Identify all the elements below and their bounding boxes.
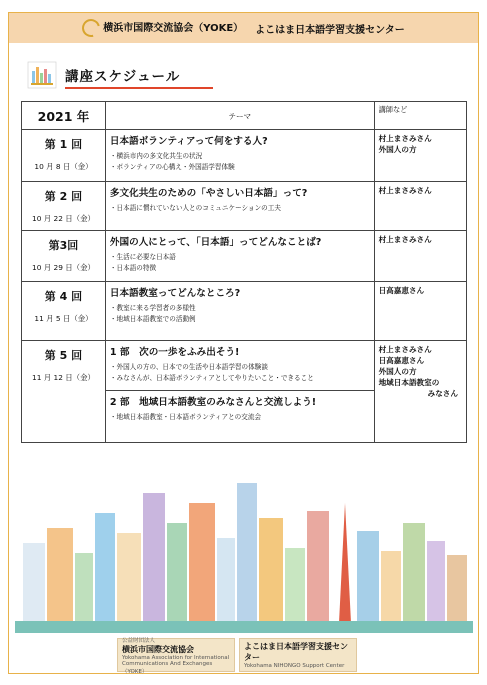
lecturer-cell: [374, 341, 466, 443]
lecturer-name: 日高嘉恵さん: [378, 356, 425, 365]
theme-title: 多文化共生のための「やさしい日本語」って?: [109, 188, 308, 199]
theme-title: 日本語ボランティアって何をする人?: [109, 136, 268, 147]
theme-cell: [105, 341, 374, 443]
session-cell: [22, 130, 106, 182]
theme-item: ・地域日本語教室での活動例: [109, 315, 196, 323]
theme-title: 日本語教室ってどんなところ?: [109, 288, 241, 299]
table-row: [22, 341, 467, 443]
flyer-page: [8, 12, 479, 674]
footer-logos: [117, 637, 357, 675]
lecturer-name: 村上まさみさん: [378, 235, 432, 244]
lecturer-name: 日高嘉恵さん: [378, 286, 425, 295]
theme-item: ・横浜市内の多文化共生の状況: [109, 152, 203, 160]
center-english-name: Yokohama NIHONGO Support Center: [244, 663, 345, 669]
section-header: [27, 57, 207, 95]
theme-item: ・地域日本語教室・日本語ボランティアとの交流会: [109, 413, 262, 421]
theme-item: ・教室に来る学習者の多様性: [109, 304, 196, 312]
session-date: 10 月 29 日（金）: [32, 263, 95, 272]
yoke-logo-box: [117, 637, 235, 675]
top-banner: [9, 13, 478, 43]
session-number: 第 1 回: [44, 138, 83, 151]
theme-item: ・日本語に慣れていない人とのコミュニケーションの工夫: [109, 204, 281, 212]
lecturer-name: 村上まさみさん: [378, 134, 432, 143]
session-number: 第3回: [48, 239, 79, 252]
theme-cell: [105, 182, 374, 231]
yoke-english-name: Yokohama Association for International Communications And Exchanges（YOKE）: [122, 654, 230, 675]
session-cell: [22, 231, 106, 282]
lecturer-name: 村上まさみさん: [378, 186, 432, 195]
page-title: 講座スケジュール: [65, 69, 181, 85]
table-row: [22, 282, 467, 341]
theme-part2: [106, 390, 374, 423]
lecturer-name: 外国人の方: [378, 367, 417, 376]
center-name-footer: よこはま日本語学習支援センター: [244, 642, 348, 662]
center-name: よこはま日本語学習支援センター: [255, 24, 405, 36]
lecturer-name: 地域日本語教室の: [378, 378, 440, 387]
session-cell: [22, 341, 106, 443]
lecturer-cell: [374, 282, 466, 341]
city-illustration-icon: [27, 61, 57, 89]
lecturer-cell: [374, 182, 466, 231]
session-cell: [22, 182, 106, 231]
year-cell: 2021 年: [22, 102, 106, 130]
schedule-table: [21, 101, 467, 443]
table-row: [22, 130, 467, 182]
table-header-row: [22, 102, 467, 130]
theme-item: ・ボランティアの心構え・外国語学習体験: [109, 163, 235, 171]
theme-header: テーマ: [105, 102, 374, 130]
org-label: 横浜市国際交流協会（YOKE）: [103, 23, 244, 34]
theme-item: ・日本語の特徴: [109, 264, 157, 272]
session-date: 10 月 22 日（金）: [32, 214, 95, 223]
theme-cell: [105, 231, 374, 282]
session-number: 第 2 回: [44, 190, 83, 203]
session-cell: [22, 282, 106, 341]
theme-title: 2 部 地域日本語教室のみなさんと交流しよう!: [109, 397, 317, 408]
session-number: 第 5 回: [44, 349, 83, 362]
theme-item: ・生活に必要な日本語: [109, 253, 176, 261]
lecturer-name: 村上まさみさん: [378, 345, 432, 354]
table-row: [22, 231, 467, 282]
yoke-logo-icon: [79, 16, 104, 41]
org-name: [82, 19, 243, 37]
lecturer-name: みなさん: [427, 389, 458, 398]
theme-item: ・みなさんが、日本語ボランティアとしてやりたいこと・できること: [109, 374, 314, 382]
theme-item: ・外国人の方の、日本での生活や日本語学習の体験談: [109, 363, 268, 371]
theme-cell: [105, 130, 374, 182]
lecturer-name: 外国人の方: [378, 145, 417, 154]
theme-title: 外国の人にとって、「日本語」ってどんなことば?: [109, 237, 322, 248]
yoke-small-label: 公益財団法人: [122, 637, 156, 644]
title-underline: [65, 87, 213, 89]
session-number: 第 4 回: [44, 290, 83, 303]
city-skyline-illustration: [15, 473, 473, 633]
theme-cell: [105, 282, 374, 341]
table-row: [22, 182, 467, 231]
yoke-name: 横浜市国際交流協会: [122, 644, 194, 654]
lecturer-cell: [374, 231, 466, 282]
support-center-logo-box: [239, 638, 357, 672]
session-date: 11 月 12 日（金）: [32, 373, 95, 382]
theme-title: 1 部 次の一歩をふみ出そう!: [109, 347, 240, 358]
session-date: 10 月 8 日（金）: [34, 162, 93, 171]
lecturer-header: 講師など: [374, 102, 466, 130]
lecturer-cell: [374, 130, 466, 182]
session-date: 11 月 5 日（金）: [34, 314, 93, 323]
